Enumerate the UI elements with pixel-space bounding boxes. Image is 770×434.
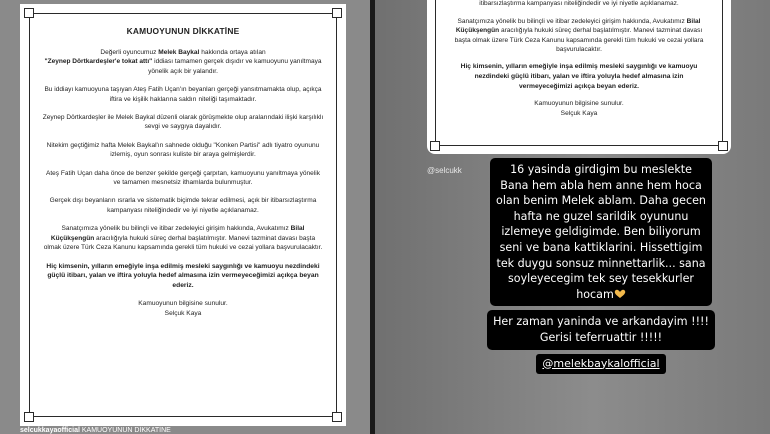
frame-corner (332, 412, 342, 422)
frame-corner (430, 141, 440, 151)
frame-corner (332, 8, 342, 18)
text: Sanatçımıza yönelik bu bilinçli ve itibar zedeleyici girişim hakkında, Avukatımız (457, 17, 687, 25)
story-line: olan benim Melek ablam. Daha gecen (496, 194, 706, 208)
mention-sticker[interactable] (536, 354, 665, 374)
paragraph-8: Hiç kimsenin, yılların emeğiyle inşa edilmiş mesleki saygınlığı ve kamuoyu nezdindeki güçlü itibarı, yalan ve iftira yoluyla hedef almasına izin vermeyeceğimizi açıkça beyan ederiz. (460, 63, 698, 90)
mention-handle[interactable]: @melekbaykalofficial (542, 356, 660, 370)
heart-hands-icon (614, 289, 626, 299)
text: Sanatçımıza yönelik bu bilinçli ve itibar zedeleyici girişim hakkında, Avukatımız (61, 225, 291, 233)
story-message-block-2 (487, 310, 715, 349)
text: hakkında ortaya atılan (199, 49, 266, 56)
story-line: izlemeye geldigimde. Ben biliyorum (501, 225, 701, 239)
statement-document-crop (427, 0, 731, 154)
document-body (42, 22, 324, 318)
text: iddiası tamamen gerçek dışıdır ve kamuoyunu yanıltmaya yönelik açık bir yalandır. (148, 58, 322, 75)
story-text-overlay (471, 158, 731, 374)
left-story-panel (0, 0, 370, 434)
paragraph-8: Hiç kimsenin, yılların emeğiyle inşa edilmiş mesleki saygınlığı ve kamuoyu nezdindeki güçlü itibarı, yalan ve iftira yoluyla hedef almasına izin vermeyeceğimizi açıkça beyan ederiz. (46, 262, 320, 289)
paragraph-7 (447, 17, 711, 55)
story-line: seni ve bana kattiklarini. Hissettigim (499, 240, 703, 254)
quote-highlight: "Zeynep Dörtkardeşler'e tokat attı" (44, 58, 153, 66)
story-line: tek duygu sonsuz minnettarlik... sana (496, 256, 706, 270)
paragraph-5: Ateş Fatih Uçan daha önce de benzer şekilde gerçeği çarpıtan, kamuoyunu yanıltmaya yönelik ve tamamen mesnetsiz ithamlarda bulunmuştur. (45, 169, 321, 187)
paragraph-3: Zeynep Dörtkardeşler ile Melek Baykal düzenli olarak görüşmekte olup aralarındaki ilişki karşılıklı sevgi ve saygıya dayalıdır. (42, 114, 324, 131)
name-highlight: Melek Baykal (158, 49, 200, 56)
story-line: Gerisi teferruattir !!!!! (539, 330, 663, 344)
paragraph-7 (42, 224, 324, 252)
story-line-last (496, 287, 706, 303)
paragraph-6: Gerçek dışı beyanların ısrarla ve sistematik biçimde tekrar edilmesi, açık bir itibarsızlaştırma kampanyası niteliğindedir ve iyi niyetle açıklanamaz. (49, 197, 317, 214)
signature-line-1: Kamuoyunun bilgisine sunulur. (138, 300, 228, 308)
caption-handle[interactable]: selcukkayaofficial (20, 427, 80, 434)
caption-text: KAMUOYUNUN DİKKATİNE (79, 427, 171, 434)
text: aracılığıyla hukuki süreç derhal başlatılmıştır. Manevi tazminat davası başta olmak üzere Türk Ceza Kanunu kapsamında gerekli tüm hukuki ve cezai yollara başvurulacaktır. (43, 234, 323, 252)
paragraph-1 (42, 48, 324, 76)
document-body (447, 0, 711, 118)
post-caption (20, 427, 171, 434)
text: aracılığıyla hukuki süreç derhal başlatılmıştır. Manevi tazminat davası başta olmak üzere Türk Ceza Kanunu kapsamında gerekli tüm hukuki ve cezai yollara başvurulacaktır. (454, 27, 704, 54)
text: Değerli oyuncumuz (100, 49, 159, 56)
story-line: hafta ne guzel sarildik oyununu (513, 209, 689, 223)
signature-name: Selçuk Kaya (560, 109, 598, 117)
paragraph-2: Bu iddiayı kamuoyuna taşıyan Ateş Fatih Uçan'ın beyanları gerçeği yansıtmamakta olup, açıkça iftira ve kişilik haklarına saldırı niteliği taşımaktadır. (44, 86, 322, 103)
story-line-text: hocam (576, 287, 614, 301)
mention-sticker-small[interactable]: @selcukk (427, 166, 462, 175)
story-line: Her zaman yaninda ve arkandayim !!!! (493, 315, 709, 329)
paragraph-6-crop: itibarsızlaştırma kampanyası niteliğindedir ve iyi niyetle açıklanamaz. (479, 0, 679, 8)
signature-line-1: Kamuoyunun bilgisine sunulur. (534, 100, 624, 108)
lawyer-name: Bilal Küçükşengün (455, 17, 701, 35)
story-message-block (490, 158, 712, 306)
story-line: soyleyecegim tek sey tesekkurler (508, 272, 694, 286)
signature-name: Selçuk Kaya (164, 309, 202, 317)
paragraph-4: Nitekim geçtiğimiz hafta Melek Baykal'ın sahnede olduğu "Konken Partisi" adlı tiyatro oyununu izlemiş, oyun sonrası kuliste bir araya gelmişlerdir. (46, 141, 320, 159)
document-title: KAMUOYUNUN DİKKATİNE (126, 26, 240, 36)
frame-corner (718, 141, 728, 151)
frame-corner (24, 8, 34, 18)
story-line: 16 yasinda girdigim bu meslekte (510, 163, 692, 176)
frame-corner (24, 412, 34, 422)
story-line: Bana hem abla hem anne hem hoca (500, 178, 702, 192)
lawyer-name: Bilal Küçükşengün (50, 225, 305, 242)
statement-document (20, 4, 346, 426)
right-story-panel (375, 0, 770, 434)
